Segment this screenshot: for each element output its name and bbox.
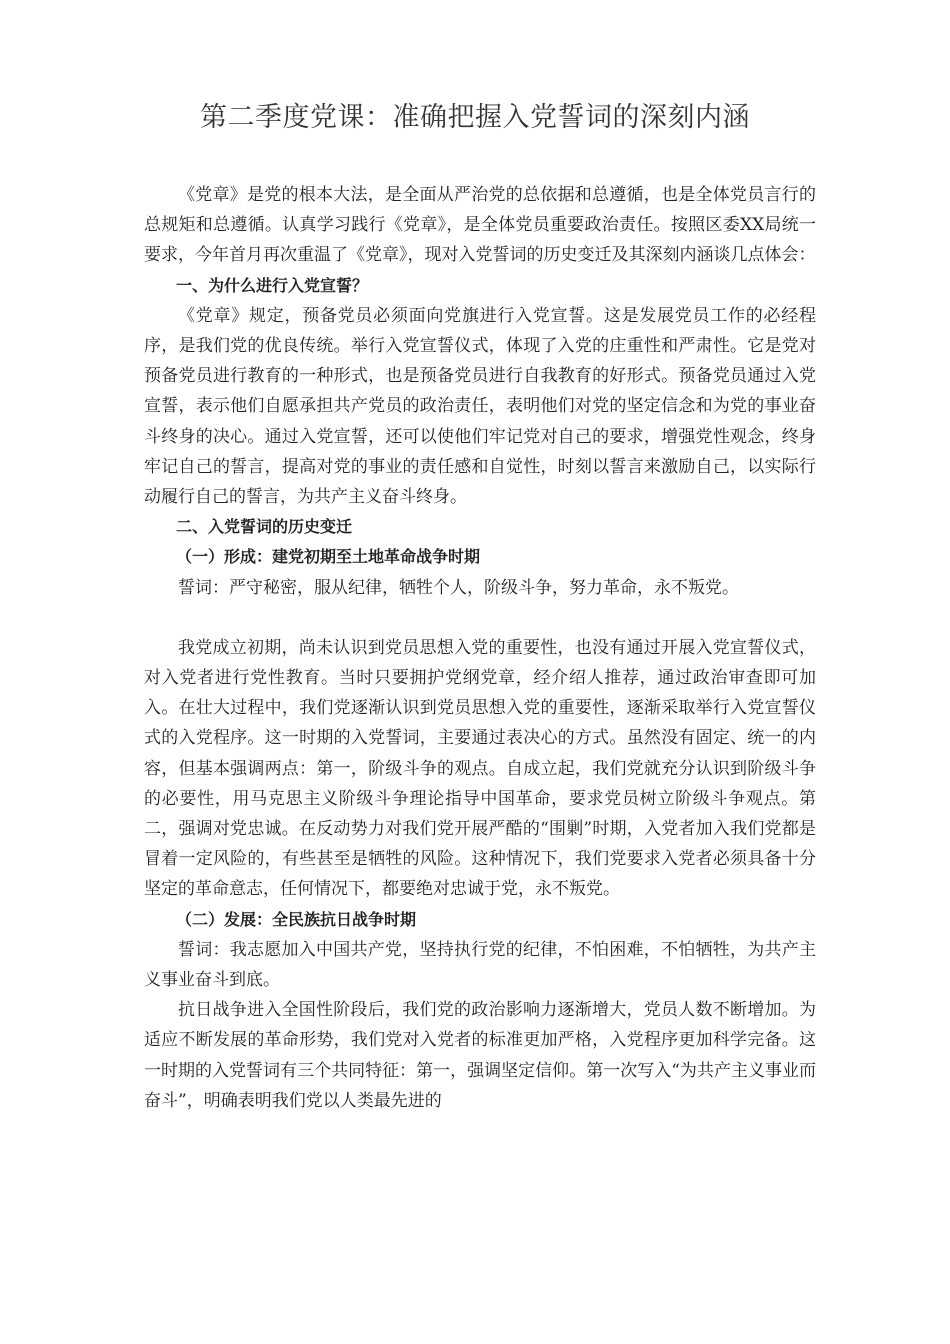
- subsection-heading-development: （二）发展：全民族抗日战争时期: [176, 909, 417, 929]
- intro-paragraph: 《党章》是党的根本大法，是全面从严治党的总依据和总遵循，也是全体党员言行的总规矩和总遵循。认真学习践行《党章》，是全体党员重要政治责任。按照区委XX局统一要求，今年首月再次重温了《党章》，现对入党誓词的历史变迁及其深刻内涵谈几点体会：: [144, 185, 816, 266]
- document-title: 第二季度党课：准确把握入党誓词的深刻内涵: [200, 102, 750, 133]
- section1-paragraph: 《党章》规定，预备党员必须面向党旗进行入党宣誓。这是发展党员工作的必经程序，是我们党的优良传统。举行入党宣誓仪式，体现了入党的庄重性和严肃性。它是党对预备党员进行教育的一种形式，也是预备党员进行自我教育的好形式。预备党员通过入党宣誓，表示他们自愿承担共产党员的政治责任，表明他们对党的坚定信念和为党的事业奋斗终身的决心。通过入党宣誓，还可以使他们牢记党对自己的要求，增强党性观念，终身牢记自己的誓言，提高对党的事业的责任感和自觉性，时刻以誓言来激励自己，以实际行动履行自己的誓言，为共产主义奋斗终身。: [144, 305, 816, 508]
- oath-text-formation: 誓词：严守秘密，服从纪律，牺牲个人，阶级斗争，努力革命，永不叛党。: [178, 577, 739, 598]
- blank-line: [144, 603, 816, 633]
- oath-text-development: 誓词：我志愿加入中国共产党，坚持执行党的纪律，不怕困难，不怕牺牲，为共产主义事业奋斗到底。: [144, 939, 816, 991]
- development-paragraph: 抗日战争进入全国性阶段后，我们党的政治影响力逐渐增大，党员人数不断增加。为适应不断发展的革命形势，我们党对入党者的标准更加严格，入党程序更加科学完备。这一时期的入党誓词有三个共同特征：第一，强调坚定信仰。第一次写入“为共产主义事业而奋斗”，明确表明我们党以人类最先进的: [144, 1000, 816, 1111]
- subsection-heading-formation: （一）形成：建党初期至土地革命战争时期: [176, 547, 481, 567]
- section-heading-history: 二、入党誓词的历史变迁: [176, 517, 353, 537]
- formation-paragraph: 我党成立初期，尚未认识到党员思想入党的重要性，也没有通过开展入党宣誓仪式，对入党者进行党性教育。当时只要拥护党纲党章，经介绍人推荐，通过政治审查即可加入。在壮大过程中，我们党逐渐认识到党员思想入党的重要性，逐渐采取举行入党宣誓仪式的入党程序。这一时期的入党誓词，主要通过表决心的方式。虽然没有固定、统一的内容，但基本强调两点：第一，阶级斗争的观点。自成立起，我们党就充分认识到阶级斗争的必要性，用马克思主义阶级斗争理论指导中国革命，要求党员树立阶级斗争观点。第二，强调对党忠诚。在反动势力对我们党开展严酷的“围剿”时期，入党者加入我们党都是冒着一定风险的，有些甚至是牺牲的风险。这种情况下，我们党要求入党者必须具备十分坚定的革命意志，任何情况下，都要绝对忠诚于党，永不叛党。: [144, 637, 816, 900]
- section-heading-why-oath: 一、为什么进行入党宣誓？: [176, 275, 369, 295]
- document-body: [144, 180, 816, 1116]
